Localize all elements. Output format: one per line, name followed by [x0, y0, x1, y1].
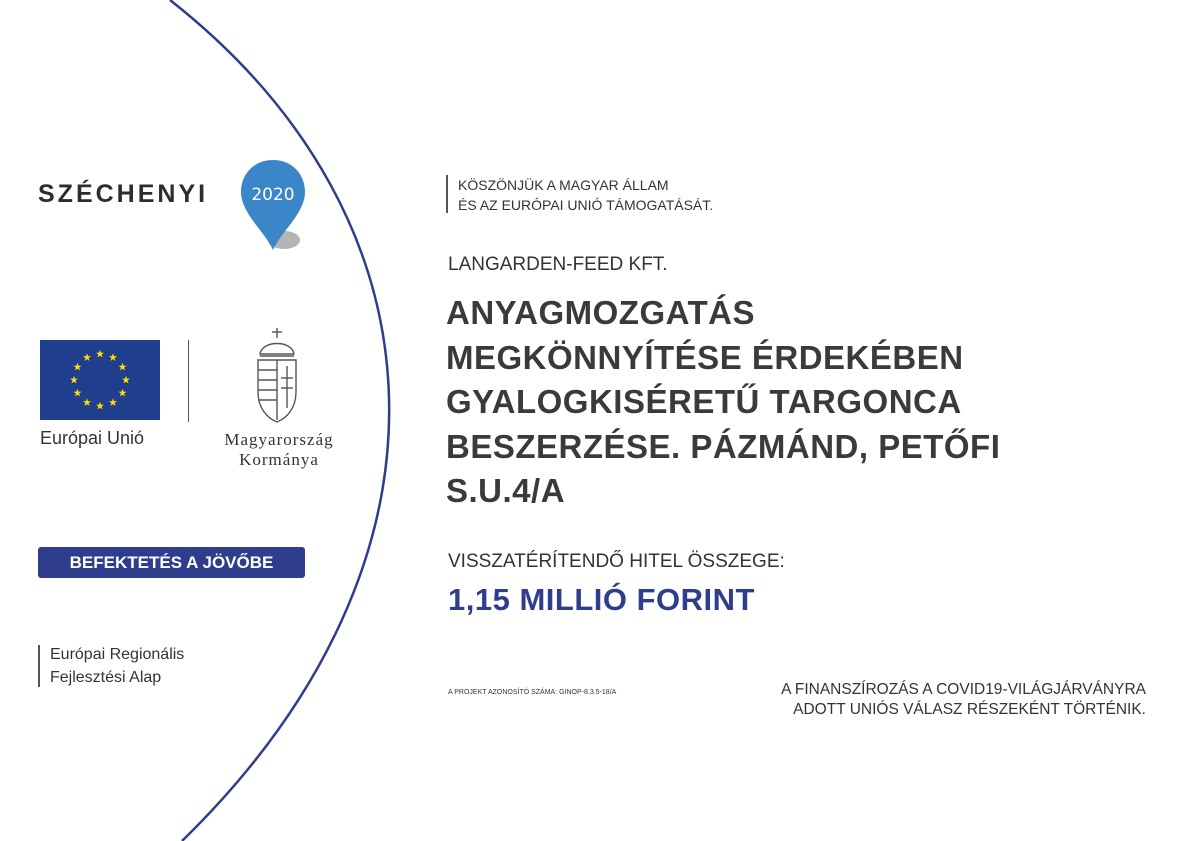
gov-label-line2: Kormánya — [239, 450, 319, 469]
project-title — [446, 291, 1146, 514]
company-name: LANGARDEN-FEED KFT. — [448, 254, 668, 275]
government-label — [205, 430, 353, 470]
fund-divider — [38, 645, 40, 687]
title-line: S.U.4/A — [446, 472, 566, 509]
financing-note — [700, 680, 1146, 720]
thanks-line1: KÖSZÖNJÜK A MAGYAR ÁLLAM — [458, 177, 669, 193]
thanks-line2: ÉS AZ EURÓPAI UNIÓ TÁMOGATÁSÁT. — [458, 197, 714, 213]
hungarian-coat-of-arms-icon — [252, 326, 302, 424]
gov-label-line1: Magyarország — [224, 430, 334, 449]
title-line: MEGKÖNNYÍTÉSE ÉRDEKÉBEN — [446, 338, 964, 376]
fund-label-line1: Európai Regionális — [50, 646, 185, 663]
financing-line1: A FINANSZÍROZÁS A COVID19-VILÁGJÁRVÁNYRA — [781, 681, 1146, 698]
thanks-text — [458, 175, 713, 215]
project-id: A PROJEKT AZONOSÍTÓ SZÁMA: GINOP-8.3.5-18/A — [448, 689, 617, 696]
title-line: ANYAGMOZGATÁS — [446, 294, 756, 331]
eu-flag-icon — [40, 340, 160, 420]
title-line: GYALOGKISÉRETŰ TARGONCA — [446, 383, 962, 420]
szechenyi-pin-icon — [238, 158, 308, 256]
loan-amount: 1,15 MILLIÓ FORINT — [448, 582, 755, 617]
szechenyi-year: 2020 — [251, 185, 295, 205]
loan-label: VISSZATÉRÍTENDŐ HITEL ÖSSZEGE: — [448, 551, 785, 572]
szechenyi-logo-text: SZÉCHENYI — [38, 180, 209, 208]
financing-line2: ADOTT UNIÓS VÁLASZ RÉSZEKÉNT TÖRTÉNIK. — [793, 701, 1146, 718]
invest-banner: BEFEKTETÉS A JÖVŐBE — [38, 547, 305, 578]
thanks-divider — [446, 175, 448, 213]
logo-divider — [188, 340, 189, 422]
fund-label — [50, 643, 184, 689]
title-line: BESZERZÉSE. PÁZMÁND, PETŐFI — [446, 427, 1001, 465]
fund-label-line2: Fejlesztési Alap — [50, 669, 162, 686]
eu-label: Európai Unió — [40, 428, 145, 448]
